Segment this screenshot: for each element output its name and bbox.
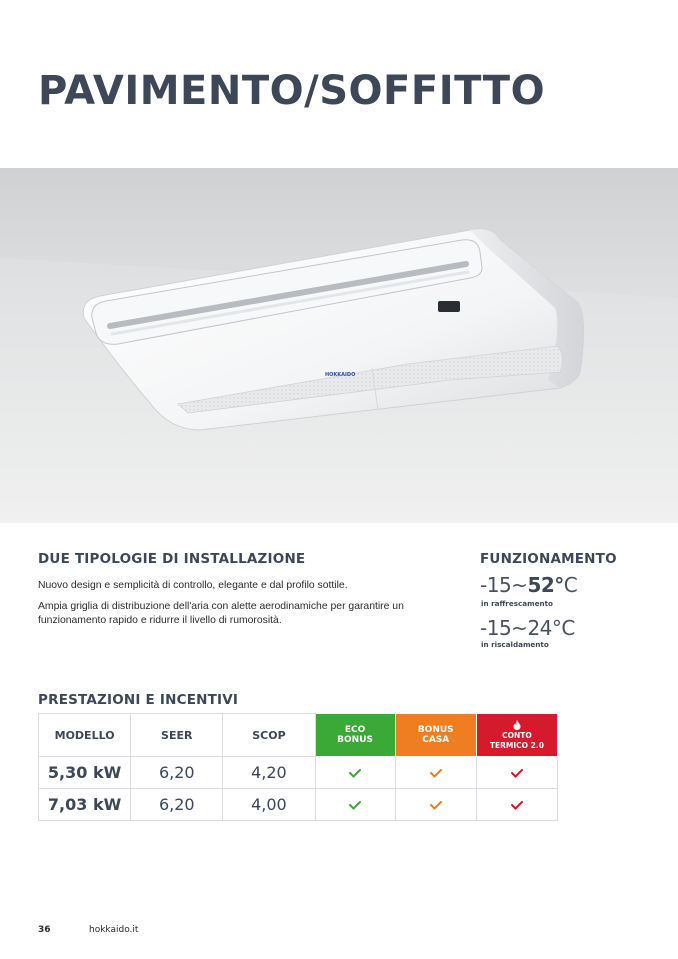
bonus-casa-line1: BONUS <box>417 725 454 735</box>
funzionamento-heading: FUNZIONAMENTO <box>480 551 617 567</box>
heating-range <box>480 616 575 640</box>
page-title: PAVIMENTO/SOFFITTO <box>38 68 546 114</box>
col-header-seer: SEER <box>131 714 223 757</box>
model-cell: 5,30 kW <box>39 757 131 789</box>
casa-check-cell <box>395 789 476 821</box>
performance-heading: PRESTAZIONI E INCENTIVI <box>38 692 239 708</box>
eco-check-cell <box>315 757 395 789</box>
cooling-unit: C <box>563 573 578 597</box>
installation-paragraph-1: Nuovo design e semplicità di controllo, elegante e dal profilo sottile. <box>38 580 348 591</box>
cooling-range <box>480 573 577 597</box>
conto-check-cell <box>476 789 557 821</box>
heating-low: -15~ <box>480 616 528 640</box>
product-photo <box>0 168 678 523</box>
check-icon <box>349 801 361 810</box>
installation-heading: DUE TIPOLOGIE DI INSTALLAZIONE <box>38 551 306 567</box>
eco-bonus-line1: ECO <box>344 725 366 735</box>
check-icon <box>511 801 523 810</box>
casa-check-cell <box>395 757 476 789</box>
conto-termico-line2: TERMICO 2.0 <box>489 740 544 750</box>
unit-display <box>438 301 460 312</box>
scop-cell: 4,20 <box>223 757 315 789</box>
scop-cell: 4,00 <box>223 789 315 821</box>
seer-cell: 6,20 <box>131 789 223 821</box>
page-number: 36 <box>38 925 51 935</box>
check-icon <box>430 769 442 778</box>
check-icon <box>349 769 361 778</box>
heating-label: in riscaldamento <box>481 640 549 649</box>
cooling-high: 52° <box>527 573 564 597</box>
col-header-scop: SCOP <box>223 714 315 757</box>
installation-paragraph-2: Ampia griglia di distribuzione dell'aria con alette aerodinamiche per garantire un funzionamento rapido e ridurre il livello di rumorosità. <box>38 601 404 626</box>
eco-check-cell <box>315 789 395 821</box>
flame-icon <box>513 720 521 730</box>
performance-table <box>38 713 558 821</box>
seer-cell: 6,20 <box>131 757 223 789</box>
check-icon <box>430 801 442 810</box>
conto-termico-line1: CONTO <box>502 730 532 740</box>
unit-brand-logo: HOKKAIDO <box>325 372 356 378</box>
conto-check-cell <box>476 757 557 789</box>
bonus-casa-line2: CASA <box>422 735 450 745</box>
check-icon <box>511 769 523 778</box>
cooling-label: in raffrescamento <box>481 599 553 608</box>
model-cell: 7,03 kW <box>39 789 131 821</box>
col-header-bonus-casa <box>395 714 476 757</box>
col-header-conto-termico <box>476 714 557 757</box>
website-link[interactable]: hokkaido.it <box>89 925 139 935</box>
eco-bonus-line2: BONUS <box>337 735 373 745</box>
table-row <box>39 757 558 789</box>
table-header-row <box>39 714 558 757</box>
col-header-eco-bonus <box>315 714 395 757</box>
table-row <box>39 789 558 821</box>
heating-high: 24° <box>527 616 562 640</box>
cooling-low: -15~ <box>480 573 528 597</box>
col-header-model: MODELLO <box>39 714 131 757</box>
heating-unit: C <box>561 616 575 640</box>
